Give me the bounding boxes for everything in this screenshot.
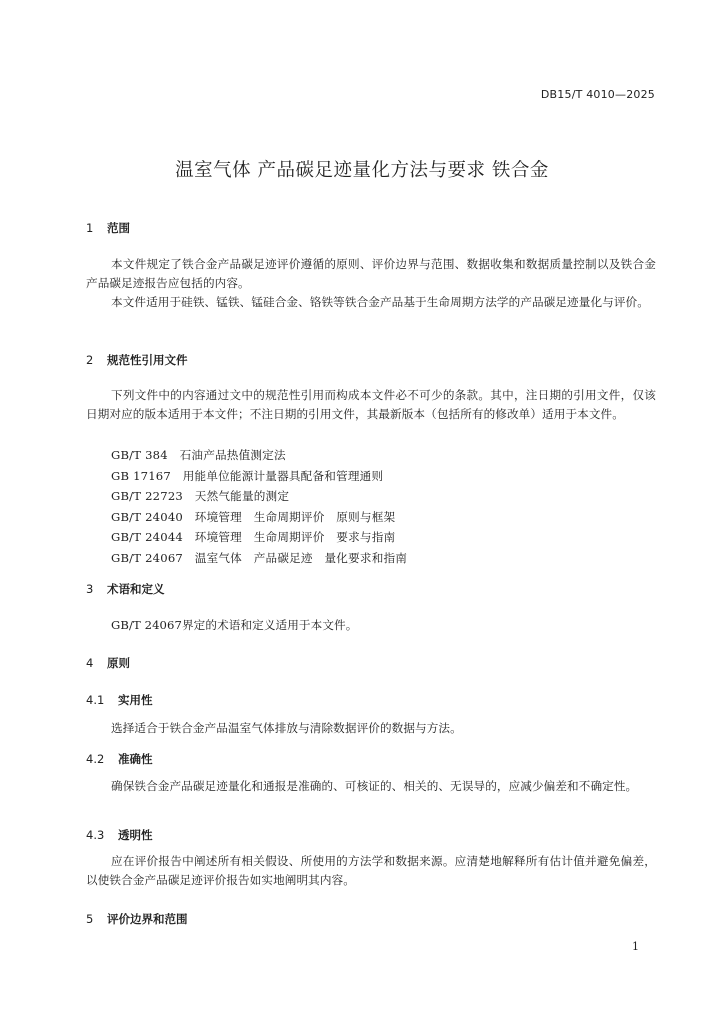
page-number: 1: [632, 940, 639, 953]
section-number: 5: [86, 912, 94, 926]
standard-code: DB15/T 4010—2025: [540, 88, 655, 101]
section-heading-normative-references: [86, 352, 188, 368]
section-number: 2: [86, 353, 94, 367]
section-title: 原则: [107, 656, 130, 670]
paragraph: 应在评价报告中阐述所有相关假设、所使用的方法学和数据来源。应清楚地解释所有估计值并避免偏差，以使铁合金产品碳足迹评价报告如实地阐明其内容。: [86, 854, 656, 887]
reference-item: GB/T 24040 环境管理 生命周期评价 原则与框架: [111, 509, 396, 524]
section-title: 规范性引用文件: [107, 353, 188, 367]
subsection-title: 透明性: [118, 828, 153, 842]
subsection-heading-accuracy: [86, 751, 153, 767]
section-heading-terms-definitions: [86, 581, 165, 597]
subsection-number: 4.3: [86, 828, 105, 842]
paragraph: 本文件规定了铁合金产品碳足迹评价遵循的原则、评价边界与范围、数据收集和数据质量控制以及铁合金产品碳足迹报告应包括的内容。: [86, 257, 656, 290]
section-heading-boundary-scope: [86, 911, 188, 927]
section-heading-principles: [86, 655, 130, 671]
reference-item: GB/T 24067 温室气体 产品碳足迹 量化要求和指南: [111, 550, 408, 565]
paragraph: 本文件适用于硅铁、锰铁、锰硅合金、铬铁等铁合金产品基于生命周期方法学的产品碳足迹量化与评价。: [111, 295, 649, 309]
section-number: 4: [86, 656, 94, 670]
paragraph: 选择适合于铁合金产品温室气体排放与清除数据评价的数据与方法。: [111, 721, 462, 735]
reference-item: GB/T 384 石油产品热值测定法: [111, 448, 286, 462]
reference-list: [111, 445, 407, 569]
subsection-heading-transparency: [86, 827, 153, 843]
section-number: 1: [86, 221, 94, 235]
subsection-title: 准确性: [118, 752, 153, 766]
paragraph: 确保铁合金产品碳足迹量化和通报是准确的、可核证的、相关的、无误导的，应减少偏差和不确定性。: [111, 779, 638, 793]
subsection-number: 4.2: [86, 752, 105, 766]
section-heading-scope: [86, 220, 130, 236]
subsection-number: 4.1: [86, 693, 105, 707]
document-title: 温室气体 产品碳足迹量化方法与要求 铁合金: [175, 160, 549, 181]
reference-item: GB 17167 用能单位能源计量器具配备和管理通则: [111, 468, 384, 483]
paragraph: 下列文件中的内容通过文中的规范性引用而构成本文件必不可少的条款。其中，注日期的引用文件，仅该日期对应的版本适用于本文件；不注日期的引用文件，其最新版本（包括所有的修改单）适用于本文件。: [86, 388, 656, 421]
paragraph: GB/T 24067界定的术语和定义适用于本文件。: [111, 618, 358, 632]
section-title: 范围: [107, 221, 130, 235]
section-title: 术语和定义: [107, 582, 165, 596]
section-number: 3: [86, 582, 94, 596]
subsection-heading-practicality: [86, 692, 153, 708]
reference-item: GB/T 22723 天然气能量的测定: [111, 489, 290, 504]
subsection-title: 实用性: [118, 693, 153, 707]
section-title: 评价边界和范围: [107, 912, 188, 926]
reference-item: GB/T 24044 环境管理 生命周期评价 要求与指南: [111, 530, 396, 545]
